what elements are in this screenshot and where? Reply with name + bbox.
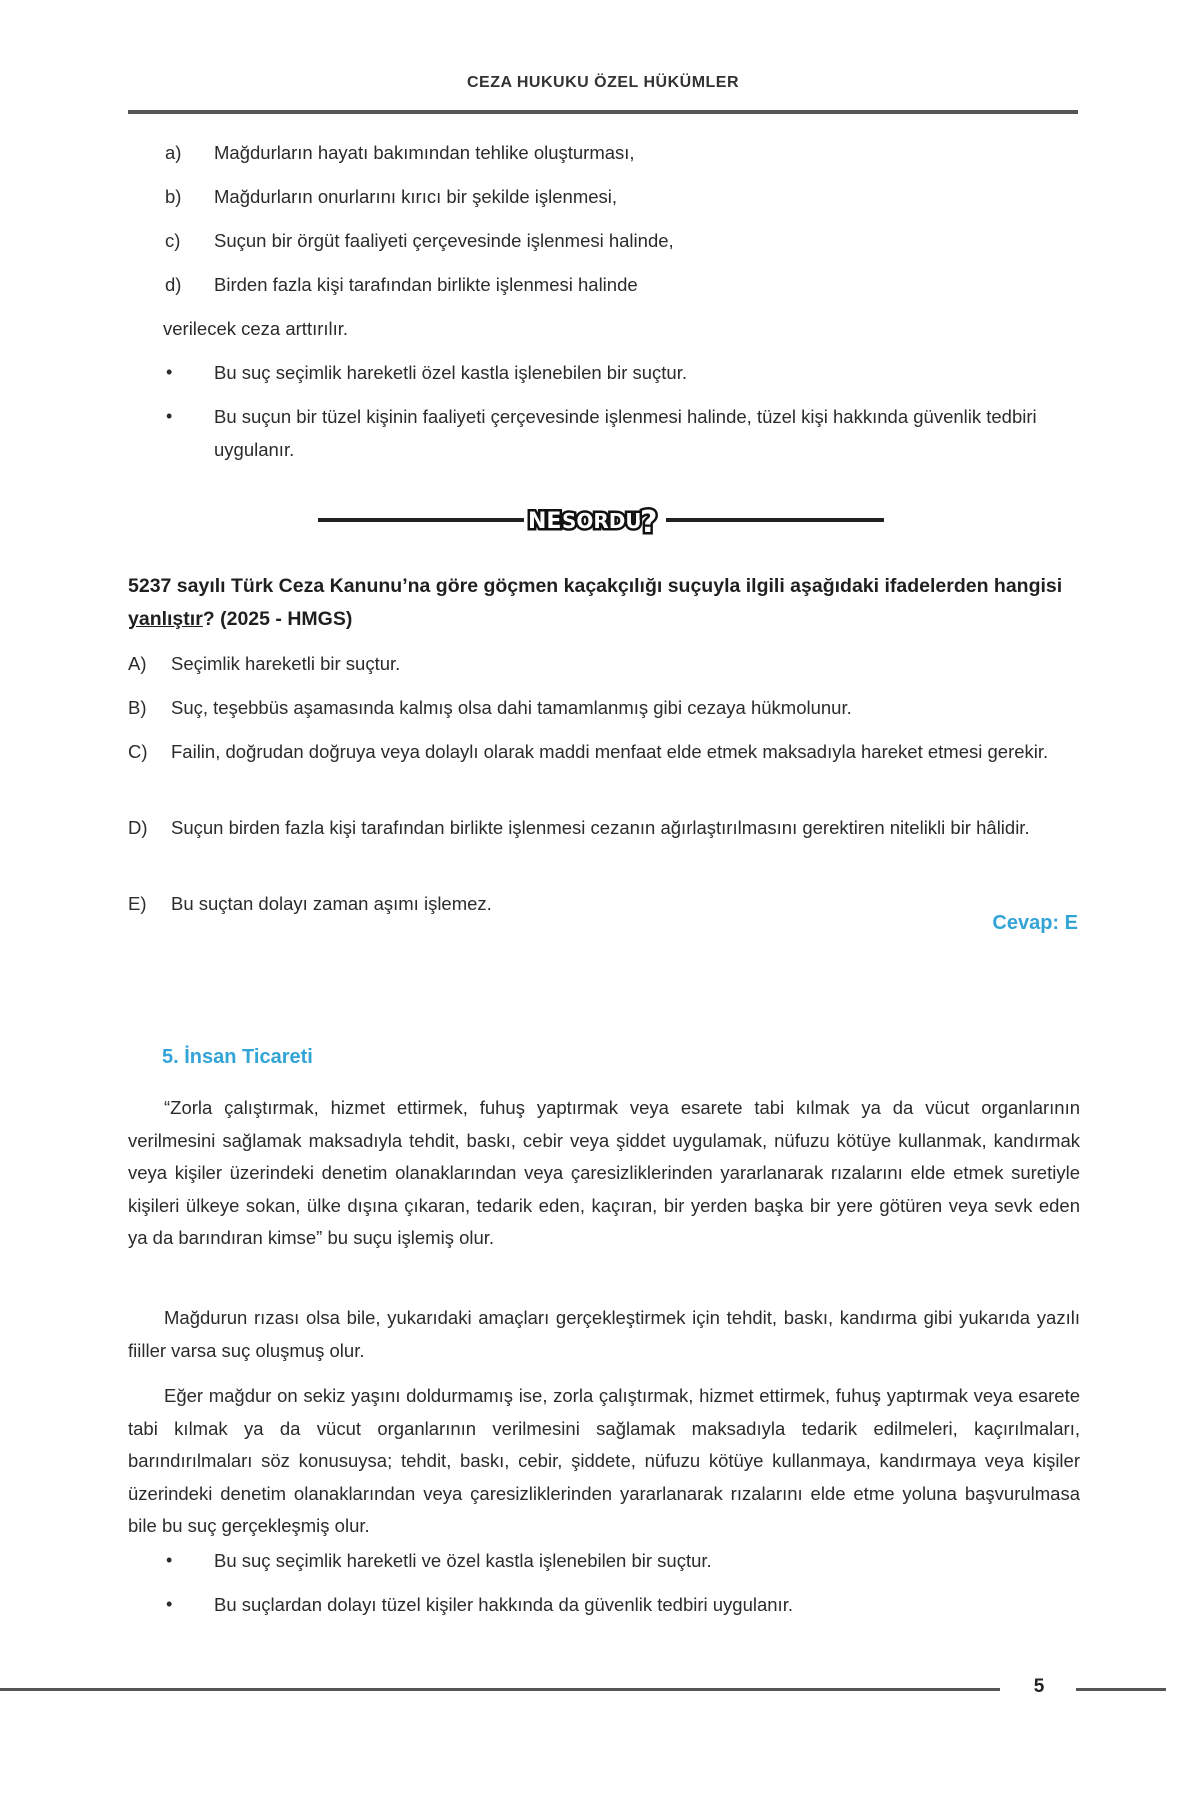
list-text: Birden fazla kişi tarafından birlikte işlenmesi halinde (214, 274, 638, 295)
bullet-text: Bu suç seçimlik hareketli özel kastla işlenebilen bir suçtur. (214, 362, 687, 383)
question-source: ? (2025 - HMGS) (202, 608, 353, 630)
bullet-icon: • (166, 406, 173, 426)
option-text: Seçimlik hareketli bir suçtur. (171, 653, 401, 674)
option-letter: B) (128, 697, 147, 718)
header-rule (128, 110, 1078, 114)
section-heading: 5. İnsan Ticareti (162, 1046, 313, 1068)
list-marker: a) (165, 142, 182, 163)
list-conclusion: verilecek ceza arttırılır. (163, 318, 349, 339)
list-text: Suçun bir örgüt faaliyeti çerçevesinde işlenmesi halinde, (214, 230, 674, 251)
banner-word-sordu: SORDU (562, 509, 642, 533)
bullet-text: Bu suçlardan dolayı tüzel kişiler hakkında da güvenlik tedbiri uygulanır. (214, 1594, 793, 1615)
list-marker: d) (165, 274, 182, 295)
list-marker: c) (165, 230, 181, 251)
option-letter: D) (128, 817, 148, 838)
list-text: Mağdurların onurlarını kırıcı bir şekilde işlenmesi, (214, 186, 618, 207)
question-emphasis: yanlıştır (128, 608, 203, 630)
question-mark-icon: ? (640, 505, 658, 540)
page-number: 5 (1033, 1676, 1045, 1697)
question-text: 5237 sayılı Türk Ceza Kanunu’na göre göçmen kaçakçılığı suçuyla ilgili aşağıdaki ifadelerden hangisi (128, 575, 1063, 597)
bullet-text: Bu suçun bir tüzel kişinin faaliyeti çerçevesinde işlenmesi halinde, tüzel kişi hakkında güvenlik tedbiri uygulanır. (214, 406, 1037, 460)
option-letter: A) (128, 653, 147, 674)
option-text: Suçun birden fazla kişi tarafından birlikte işlenmesi cezanın ağırlaştırılmasını gerektiren nitelikli bir hâlidir. (171, 817, 1030, 838)
banner-word-ne: NE (528, 509, 562, 534)
list-marker: b) (165, 186, 182, 207)
bullet-icon: • (166, 362, 173, 382)
paragraph: Eğer mağdur on sekiz yaşını doldurmamış ise, zorla çalıştırmak, hizmet ettirmek, fuhuş yaptırmak veya esarete tabi kılmak ya da vücut organlarının verilmesini sağlamak maksadıyla tedarik edilmeleri, kaçırılmaları, barındırılmaları söz konusuysa; tehdit, baskı, cebir, şiddete, nüfuzu kötüye kullanmaya, kandırmaya veya kişiler üzerindeki denetim olanaklarından veya çaresizliklerinden yararlanarak rızalarını elde etme yoluna başvurulmasa bile bu suç gerçekleşmiş olur. (128, 1385, 1080, 1536)
bullet-text: Bu suç seçimlik hareketli ve özel kastla işlenebilen bir suçtur. (214, 1550, 712, 1571)
footer-rule (1076, 1688, 1166, 1691)
option-letter: E) (128, 893, 147, 914)
option-letter: C) (128, 741, 148, 762)
ne-sordu-banner (318, 498, 884, 542)
bullet-icon: • (166, 1550, 173, 1570)
option-text: Failin, doğrudan doğruya veya dolaylı olarak maddi menfaat elde etmek maksadıyla hareket etmesi gerekir. (171, 741, 1049, 762)
paragraph: Mağdurun rızası olsa bile, yukarıdaki amaçları gerçekleştirmek için tehdit, baskı, kandırma gibi yukarıda yazılı fiiller varsa suç oluşmuş olur. (128, 1307, 1080, 1361)
footer-rule (0, 1688, 1000, 1691)
list-text: Mağdurların hayatı bakımından tehlike oluşturması, (214, 142, 635, 163)
banner-rule-left (318, 518, 524, 522)
ne-sordu-logo (522, 498, 672, 542)
option-text: Bu suçtan dolayı zaman aşımı işlemez. (171, 893, 492, 914)
question-stem (128, 570, 1080, 636)
running-header: CEZA HUKUKU ÖZEL HÜKÜMLER (466, 74, 740, 91)
bullet-icon: • (166, 1594, 173, 1614)
option-text: Suç, teşebbüs aşamasında kalmış olsa dahi tamamlanmış gibi cezaya hükmolunur. (171, 697, 852, 718)
answer-key: Cevap: E (992, 912, 1078, 934)
paragraph: “Zorla çalıştırmak, hizmet ettirmek, fuhuş yaptırmak veya esarete tabi kılmak ya da vücut organlarının verilmesini sağlamak maksadıyla tehdit, baskı, cebir veya şiddet uygulamak, nüfuzu kötüye kullanmak, kandırmak veya kişiler üzerindeki denetim olanaklarından veya çaresizliklerinden yararlanarak rızalarını elde etmek suretiyle kişileri ülkeye sokan, ülke dışına çıkaran, tedarik eden, kaçıran, bir yerden başka bir yere götüren veya sevk eden ya da barındıran kimse” bu suçu işlemiş olur. (128, 1097, 1080, 1248)
banner-rule-right (666, 518, 884, 522)
